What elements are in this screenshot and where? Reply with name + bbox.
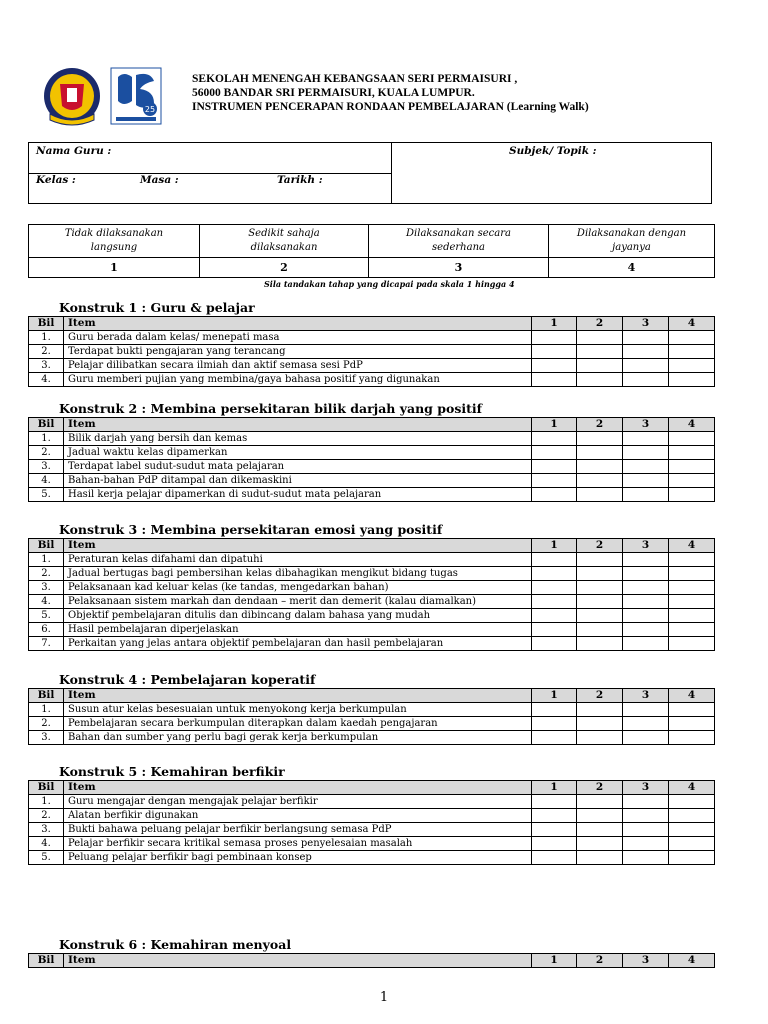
score-cell-3[interactable] — [623, 446, 669, 460]
score-cell-4[interactable] — [669, 488, 715, 502]
score-cell-4[interactable] — [669, 553, 715, 567]
row-item: Bahan-bahan PdP ditampal dan dikemaskini — [64, 474, 532, 488]
row-item: Objektif pembelajaran ditulis dan dibincang dalam bahasa yang mudah — [64, 609, 532, 623]
col-score-3-header: 3 — [623, 418, 669, 432]
row-item: Susun atur kelas besesuaian untuk menyokong kerja berkumpulan — [64, 703, 532, 717]
row-item: Peraturan kelas difahami dan dipatuhi — [64, 553, 532, 567]
kelas-label: Kelas : — [36, 174, 76, 186]
score-cell-4[interactable] — [669, 703, 715, 717]
subjek-label: Subjek/ Topik : — [509, 145, 597, 157]
col-bil-header: Bil — [29, 317, 64, 331]
row-bil: 3. — [29, 823, 64, 837]
score-cell-3[interactable] — [623, 717, 669, 731]
scale-num-4: 4 — [549, 258, 715, 278]
col-score-4-header: 4 — [669, 689, 715, 703]
score-cell-3[interactable] — [623, 373, 669, 387]
anniversary-logo — [110, 67, 162, 125]
konstruk-table — [28, 780, 715, 865]
school-header — [192, 72, 589, 114]
konstruk-table — [28, 316, 715, 387]
col-item-header: Item — [64, 418, 532, 432]
table-row — [29, 823, 715, 837]
score-cell-3[interactable] — [623, 581, 669, 595]
score-cell-1[interactable] — [532, 474, 577, 488]
score-cell-1[interactable] — [532, 567, 577, 581]
col-bil-header: Bil — [29, 781, 64, 795]
score-cell-1[interactable] — [532, 553, 577, 567]
score-cell-2[interactable] — [577, 460, 623, 474]
score-cell-4[interactable] — [669, 623, 715, 637]
table-row — [29, 460, 715, 474]
col-score-1-header: 1 — [532, 317, 577, 331]
score-cell-2[interactable] — [577, 595, 623, 609]
score-cell-3[interactable] — [623, 553, 669, 567]
col-score-1-header: 1 — [532, 539, 577, 553]
score-cell-3[interactable] — [623, 637, 669, 651]
score-cell-3[interactable] — [623, 567, 669, 581]
scale-desc-1: Tidak dilaksanakan langsung — [29, 225, 200, 258]
row-bil: 4. — [29, 837, 64, 851]
row-item: Jadual bertugas bagi pembersihan kelas dibahagikan mengikut bidang tugas — [64, 567, 532, 581]
score-cell-2[interactable] — [577, 837, 623, 851]
konstruk-title: Konstruk 4 : Pembelajaran koperatif — [59, 672, 316, 687]
score-cell-4[interactable] — [669, 717, 715, 731]
score-cell-3[interactable] — [623, 809, 669, 823]
row-bil: 2. — [29, 717, 64, 731]
tarikh-label: Tarikh : — [277, 174, 323, 186]
col-score-2-header: 2 — [577, 317, 623, 331]
table-row — [29, 567, 715, 581]
score-cell-2[interactable] — [577, 609, 623, 623]
row-bil: 4. — [29, 595, 64, 609]
row-item: Peluang pelajar berfikir bagi pembinaan konsep — [64, 851, 532, 865]
col-score-4-header: 4 — [669, 317, 715, 331]
row-item: Guru berada dalam kelas/ menepati masa — [64, 331, 532, 345]
score-cell-1[interactable] — [532, 823, 577, 837]
row-item: Perkaitan yang jelas antara objektif pembelajaran dan hasil pembelajaran — [64, 637, 532, 651]
score-cell-2[interactable] — [577, 432, 623, 446]
col-score-1-header: 1 — [532, 689, 577, 703]
school-address: 56000 BANDAR SRI PERMAISURI, KUALA LUMPUR. — [192, 87, 475, 99]
row-item: Hasil pembelajaran diperjelaskan — [64, 623, 532, 637]
score-cell-1[interactable] — [532, 731, 577, 745]
table-row — [29, 432, 715, 446]
score-cell-3[interactable] — [623, 345, 669, 359]
row-bil: 2. — [29, 345, 64, 359]
row-item: Pelaksanaan kad keluar kelas (ke tandas, mengedarkan bahan) — [64, 581, 532, 595]
school-name: SEKOLAH MENENGAH KEBANGSAAN SERI PERMAISURI , — [192, 73, 518, 85]
col-score-4-header: 4 — [669, 539, 715, 553]
score-cell-2[interactable] — [577, 359, 623, 373]
col-score-3-header: 3 — [623, 781, 669, 795]
table-row — [29, 609, 715, 623]
row-bil: 2. — [29, 567, 64, 581]
konstruk-title: Konstruk 2 : Membina persekitaran bilik darjah yang positif — [59, 401, 483, 416]
col-score-2-header: 2 — [577, 689, 623, 703]
table-row — [29, 345, 715, 359]
row-item: Terdapat label sudut-sudut mata pelajaran — [64, 460, 532, 474]
score-cell-1[interactable] — [532, 703, 577, 717]
row-item: Alatan berfikir digunakan — [64, 809, 532, 823]
table-row — [29, 359, 715, 373]
konstruk-title: Konstruk 1 : Guru & pelajar — [59, 300, 255, 315]
row-bil: 1. — [29, 432, 64, 446]
row-bil: 4. — [29, 373, 64, 387]
score-cell-2[interactable] — [577, 331, 623, 345]
score-cell-2[interactable] — [577, 581, 623, 595]
col-score-3-header: 3 — [623, 689, 669, 703]
row-item: Hasil kerja pelajar dipamerkan di sudut-sudut mata pelajaran — [64, 488, 532, 502]
scale-desc-2: Sedikit sahaja dilaksanakan — [200, 225, 369, 258]
scale-desc-3: Dilaksanakan secara sederhana — [369, 225, 549, 258]
score-cell-1[interactable] — [532, 623, 577, 637]
score-cell-1[interactable] — [532, 373, 577, 387]
table-row — [29, 703, 715, 717]
nama-guru-label: Nama Guru : — [36, 145, 112, 157]
row-item: Guru memberi pujian yang membina/gaya bahasa positif yang digunakan — [64, 373, 532, 387]
row-bil: 3. — [29, 581, 64, 595]
table-row — [29, 595, 715, 609]
table-row — [29, 837, 715, 851]
score-cell-1[interactable] — [532, 809, 577, 823]
score-cell-4[interactable] — [669, 460, 715, 474]
score-cell-4[interactable] — [669, 474, 715, 488]
score-cell-4[interactable] — [669, 809, 715, 823]
score-cell-1[interactable] — [532, 717, 577, 731]
konstruk-title: Konstruk 5 : Kemahiran berfikir — [59, 764, 285, 779]
score-cell-3[interactable] — [623, 331, 669, 345]
row-bil: 2. — [29, 446, 64, 460]
score-cell-4[interactable] — [669, 373, 715, 387]
row-bil: 3. — [29, 359, 64, 373]
row-item: Pelajar berfikir secara kritikal semasa proses penyelesaian masalah — [64, 837, 532, 851]
score-cell-4[interactable] — [669, 795, 715, 809]
scale-note: Sila tandakan tahap yang dicapai pada skala 1 hingga 4 — [264, 279, 515, 289]
col-score-4-header: 4 — [669, 418, 715, 432]
score-cell-1[interactable] — [532, 795, 577, 809]
row-item: Bilik darjah yang bersih dan kemas — [64, 432, 532, 446]
page-number: 1 — [379, 990, 389, 1005]
score-cell-4[interactable] — [669, 851, 715, 865]
masa-label: Masa : — [140, 174, 179, 186]
score-cell-4[interactable] — [669, 331, 715, 345]
score-cell-1[interactable] — [532, 637, 577, 651]
scale-num-3: 3 — [369, 258, 549, 278]
score-cell-3[interactable] — [623, 795, 669, 809]
score-cell-3[interactable] — [623, 623, 669, 637]
score-cell-3[interactable] — [623, 432, 669, 446]
score-cell-3[interactable] — [623, 595, 669, 609]
score-cell-2[interactable] — [577, 373, 623, 387]
score-cell-4[interactable] — [669, 637, 715, 651]
score-cell-2[interactable] — [577, 623, 623, 637]
score-cell-1[interactable] — [532, 331, 577, 345]
score-cell-1[interactable] — [532, 345, 577, 359]
table-row — [29, 809, 715, 823]
row-item: Pembelajaran secara berkumpulan diterapkan dalam kaedah pengajaran — [64, 717, 532, 731]
score-cell-2[interactable] — [577, 488, 623, 502]
score-cell-2[interactable] — [577, 851, 623, 865]
konstruk-table — [28, 688, 715, 745]
score-cell-1[interactable] — [532, 609, 577, 623]
score-cell-3[interactable] — [623, 359, 669, 373]
scale-num-2: 2 — [200, 258, 369, 278]
table-row — [29, 474, 715, 488]
row-bil: 1. — [29, 795, 64, 809]
table-row — [29, 446, 715, 460]
table-row — [29, 731, 715, 745]
col-score-4-header: 4 — [669, 954, 715, 968]
score-cell-3[interactable] — [623, 731, 669, 745]
score-cell-2[interactable] — [577, 717, 623, 731]
score-cell-3[interactable] — [623, 474, 669, 488]
rating-scale — [28, 224, 715, 278]
score-cell-2[interactable] — [577, 637, 623, 651]
score-cell-4[interactable] — [669, 567, 715, 581]
score-cell-4[interactable] — [669, 432, 715, 446]
logo-number: 25 — [144, 105, 156, 114]
col-bil-header: Bil — [29, 954, 64, 968]
row-bil: 3. — [29, 460, 64, 474]
col-score-2-header: 2 — [577, 954, 623, 968]
konstruk-title: Konstruk 6 : Kemahiran menyoal — [59, 937, 292, 952]
scale-num-1: 1 — [29, 258, 200, 278]
row-bil: 5. — [29, 851, 64, 865]
row-bil: 1. — [29, 553, 64, 567]
score-cell-2[interactable] — [577, 446, 623, 460]
col-bil-header: Bil — [29, 539, 64, 553]
score-cell-2[interactable] — [577, 703, 623, 717]
table-row — [29, 851, 715, 865]
col-item-header: Item — [64, 317, 532, 331]
score-cell-1[interactable] — [532, 851, 577, 865]
score-cell-2[interactable] — [577, 553, 623, 567]
row-bil: 7. — [29, 637, 64, 651]
row-bil: 5. — [29, 488, 64, 502]
table-row — [29, 717, 715, 731]
score-cell-1[interactable] — [532, 837, 577, 851]
col-item-header: Item — [64, 781, 532, 795]
score-cell-3[interactable] — [623, 837, 669, 851]
score-cell-1[interactable] — [532, 460, 577, 474]
konstruk-title: Konstruk 3 : Membina persekitaran emosi yang positif — [59, 522, 443, 537]
row-bil: 6. — [29, 623, 64, 637]
row-item: Terdapat bukti pengajaran yang terancang — [64, 345, 532, 359]
score-cell-4[interactable] — [669, 345, 715, 359]
score-cell-2[interactable] — [577, 795, 623, 809]
score-cell-3[interactable] — [623, 460, 669, 474]
row-item: Jadual waktu kelas dipamerkan — [64, 446, 532, 460]
col-score-1-header: 1 — [532, 781, 577, 795]
scale-desc-4: Dilaksanakan dengan jayanya — [549, 225, 715, 258]
score-cell-2[interactable] — [577, 474, 623, 488]
score-cell-4[interactable] — [669, 837, 715, 851]
score-cell-4[interactable] — [669, 823, 715, 837]
row-bil: 4. — [29, 474, 64, 488]
row-item: Pelaksanaan sistem markah dan dendaan – merit dan demerit (kalau diamalkan) — [64, 595, 532, 609]
score-cell-3[interactable] — [623, 851, 669, 865]
col-score-3-header: 3 — [623, 317, 669, 331]
col-score-4-header: 4 — [669, 781, 715, 795]
col-score-3-header: 3 — [623, 539, 669, 553]
score-cell-1[interactable] — [532, 446, 577, 460]
score-cell-4[interactable] — [669, 446, 715, 460]
score-cell-2[interactable] — [577, 345, 623, 359]
score-cell-4[interactable] — [669, 731, 715, 745]
score-cell-2[interactable] — [577, 731, 623, 745]
score-cell-3[interactable] — [623, 609, 669, 623]
score-cell-2[interactable] — [577, 823, 623, 837]
score-cell-1[interactable] — [532, 581, 577, 595]
table-row — [29, 623, 715, 637]
row-item: Guru mengajar dengan mengajak pelajar berfikir — [64, 795, 532, 809]
table-row — [29, 373, 715, 387]
konstruk-table — [28, 417, 715, 502]
score-cell-2[interactable] — [577, 567, 623, 581]
score-cell-4[interactable] — [669, 595, 715, 609]
score-cell-3[interactable] — [623, 703, 669, 717]
score-cell-3[interactable] — [623, 488, 669, 502]
table-row — [29, 795, 715, 809]
konstruk-table — [28, 538, 715, 651]
col-bil-header: Bil — [29, 689, 64, 703]
row-bil: 5. — [29, 609, 64, 623]
col-item-header: Item — [64, 689, 532, 703]
table-row — [29, 488, 715, 502]
row-item: Bukti bahawa peluang pelajar berfikir berlangsung semasa PdP — [64, 823, 532, 837]
score-cell-1[interactable] — [532, 359, 577, 373]
konstruk-table — [28, 953, 715, 968]
score-cell-1[interactable] — [532, 432, 577, 446]
table-row — [29, 637, 715, 651]
table-row — [29, 331, 715, 345]
table-row — [29, 553, 715, 567]
col-score-2-header: 2 — [577, 781, 623, 795]
col-score-1-header: 1 — [532, 418, 577, 432]
col-score-1-header: 1 — [532, 954, 577, 968]
row-bil: 3. — [29, 731, 64, 745]
col-score-2-header: 2 — [577, 418, 623, 432]
row-bil: 1. — [29, 703, 64, 717]
row-item: Pelajar dilibatkan secara ilmiah dan aktif semasa sesi PdP — [64, 359, 532, 373]
school-crest-logo — [42, 66, 102, 128]
score-cell-2[interactable] — [577, 809, 623, 823]
table-row — [29, 581, 715, 595]
teacher-info-box — [28, 142, 712, 204]
col-bil-header: Bil — [29, 418, 64, 432]
score-cell-4[interactable] — [669, 581, 715, 595]
score-cell-1[interactable] — [532, 595, 577, 609]
row-bil: 2. — [29, 809, 64, 823]
row-item: Bahan dan sumber yang perlu bagi gerak kerja berkumpulan — [64, 731, 532, 745]
score-cell-4[interactable] — [669, 609, 715, 623]
instrument-title: INSTRUMEN PENCERAPAN RONDAAN PEMBELAJARAN (Learning Walk) — [192, 101, 589, 113]
col-item-header: Item — [64, 954, 532, 968]
col-score-2-header: 2 — [577, 539, 623, 553]
score-cell-1[interactable] — [532, 488, 577, 502]
col-score-3-header: 3 — [623, 954, 669, 968]
score-cell-4[interactable] — [669, 359, 715, 373]
row-bil: 1. — [29, 331, 64, 345]
score-cell-3[interactable] — [623, 823, 669, 837]
col-item-header: Item — [64, 539, 532, 553]
